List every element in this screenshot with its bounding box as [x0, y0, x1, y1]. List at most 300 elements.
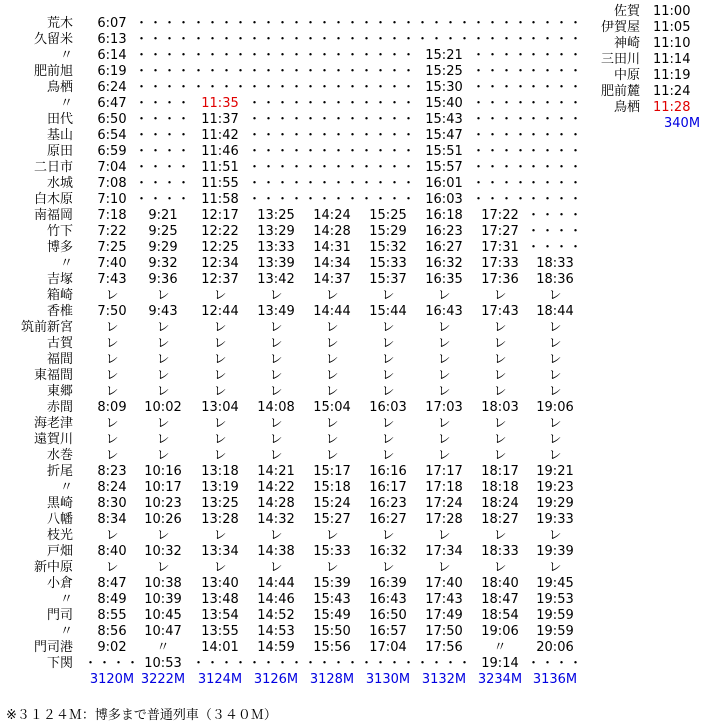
time-cell: 10:16: [144, 464, 182, 479]
time-cell: 10:53: [144, 656, 182, 671]
time-cell: 18:24: [481, 496, 519, 511]
time-cell: ・・・・: [472, 128, 529, 143]
time-cell: ・・・・: [472, 64, 529, 79]
time-cell: レ: [269, 288, 283, 303]
time-cell: 15:25: [369, 208, 407, 223]
time-cell: レ: [493, 352, 507, 367]
station-cell: [0, 640, 73, 656]
time-cell: 6:13: [97, 32, 127, 47]
time-cell: レ: [105, 368, 119, 383]
time-cell: ・・・・: [472, 96, 529, 111]
station-cell: [580, 100, 640, 116]
station-cell: [0, 320, 73, 336]
time-cell: 7:10: [97, 192, 127, 207]
time-cell: 14:52: [257, 608, 295, 623]
time-cell: 16:50: [369, 608, 407, 623]
time-cell: 19:06: [481, 624, 519, 639]
time-cell: 15:40: [425, 96, 463, 111]
time-cell: 15:18: [313, 480, 351, 495]
time-cell: 14:21: [257, 464, 295, 479]
time-cell: 13:54: [201, 608, 239, 623]
time-cell: 18:54: [481, 608, 519, 623]
time-cell: レ: [213, 352, 227, 367]
station-name: 肥前麓: [600, 84, 640, 99]
time-cell: レ: [493, 336, 507, 351]
time-cell: 13:40: [201, 576, 239, 591]
time-cell: 18:33: [536, 256, 574, 271]
station-name: 小倉: [46, 576, 73, 591]
time-cell: レ: [381, 448, 395, 463]
departure-time: 11:19: [653, 68, 691, 83]
time-cell: 15:29: [369, 224, 407, 239]
station-name: 博多: [46, 240, 73, 255]
time-cell: レ: [437, 448, 451, 463]
time-cell: ・・・・: [135, 128, 192, 143]
time-cell: 16:03: [369, 400, 407, 415]
time-cell: レ: [325, 384, 339, 399]
time-cell: レ: [381, 560, 395, 575]
time-cell: ・・・・: [416, 32, 473, 47]
station-name: 下関: [46, 656, 73, 671]
station-cell: [0, 224, 73, 240]
time-cell: ・・・・: [304, 48, 361, 63]
time-cell: レ: [548, 384, 562, 399]
time-cell: レ: [437, 368, 451, 383]
time-cell: レ: [156, 368, 170, 383]
time-cell: レ: [548, 416, 562, 431]
time-cell: 6:59: [97, 144, 127, 159]
time-cell: 14:28: [313, 224, 351, 239]
time-cell: 19:59: [536, 608, 574, 623]
time-cell: レ: [437, 416, 451, 431]
time-cell: 10:26: [144, 512, 182, 527]
station-cell: [580, 4, 640, 20]
time-cell: 11:42: [201, 128, 239, 143]
time-cell: レ: [493, 528, 507, 543]
time-cell: 15:25: [425, 64, 463, 79]
time-cell: ・・・・: [360, 192, 417, 207]
time-cell: レ: [325, 560, 339, 575]
station-cell: [0, 144, 73, 160]
station-name: 門司: [46, 608, 73, 623]
time-cell: ・・・・: [527, 80, 584, 95]
time-cell: レ: [493, 448, 507, 463]
time-cell: 13:39: [257, 256, 295, 271]
time-cell: 12:17: [201, 208, 239, 223]
train-number: 3128M: [309, 672, 355, 687]
station-name: 南福岡: [33, 208, 73, 223]
time-cell: 16:23: [425, 224, 463, 239]
time-cell: 8:09: [97, 400, 127, 415]
time-cell: 17:24: [425, 496, 463, 511]
time-cell: 19:59: [536, 624, 574, 639]
train-number: 3234M: [477, 672, 523, 687]
station-cell: [0, 80, 73, 96]
time-cell: 16:43: [369, 592, 407, 607]
departure-time: 11:10: [653, 36, 691, 51]
time-cell: 〃: [156, 640, 170, 655]
time-cell: 12:34: [201, 256, 239, 271]
time-cell: 15:32: [369, 240, 407, 255]
time-cell: 18:44: [536, 304, 574, 319]
station-cell: [0, 592, 73, 608]
time-cell: ・・・・: [304, 96, 361, 111]
time-cell: 13:29: [257, 224, 295, 239]
time-cell: ・・・・: [360, 96, 417, 111]
time-cell: 6:54: [97, 128, 127, 143]
time-cell: 13:34: [201, 544, 239, 559]
time-cell: レ: [325, 320, 339, 335]
time-cell: レ: [156, 560, 170, 575]
station-name: 東福間: [33, 368, 73, 383]
time-cell: 17:50: [425, 624, 463, 639]
time-cell: 18:47: [481, 592, 519, 607]
station-cell: [0, 288, 73, 304]
time-cell: 18:17: [481, 464, 519, 479]
time-cell: ・・・・: [472, 176, 529, 191]
time-cell: 17:27: [481, 224, 519, 239]
time-cell: ・・・・: [527, 144, 584, 159]
time-cell: 17:49: [425, 608, 463, 623]
time-cell: 13:18: [201, 464, 239, 479]
time-cell: レ: [213, 288, 227, 303]
time-cell: レ: [325, 288, 339, 303]
time-cell: 14:38: [257, 544, 295, 559]
time-cell: レ: [381, 368, 395, 383]
station-cell: [0, 64, 73, 80]
time-cell: 14:53: [257, 624, 295, 639]
station-name: 枝光: [46, 528, 73, 543]
time-cell: 19:33: [536, 512, 574, 527]
station-cell: [580, 36, 640, 52]
time-cell: ・・・・: [360, 16, 417, 31]
time-cell: レ: [548, 560, 562, 575]
time-cell: レ: [213, 448, 227, 463]
station-cell: [0, 240, 73, 256]
time-cell: 10:39: [144, 592, 182, 607]
time-cell: レ: [325, 448, 339, 463]
time-cell: 12:37: [201, 272, 239, 287]
time-cell: ・・・・: [135, 144, 192, 159]
time-cell: ・・・・: [135, 160, 192, 175]
station-cell: [0, 192, 73, 208]
departure-time: 11:14: [653, 52, 691, 67]
time-cell: ・・・・: [248, 192, 305, 207]
time-cell: 15:04: [313, 400, 351, 415]
time-cell: レ: [493, 288, 507, 303]
time-cell: ・・・・: [527, 224, 584, 239]
time-cell: 17:43: [481, 304, 519, 319]
station-cell: [0, 496, 73, 512]
time-cell: ・・・・: [472, 16, 529, 31]
station-name: 折尾: [46, 464, 73, 479]
station-cell: [0, 96, 73, 112]
station-name: 鳥栖: [46, 80, 73, 95]
time-cell: 15:47: [425, 128, 463, 143]
station-name: 遠賀川: [33, 432, 73, 447]
time-cell: ・・・・: [84, 656, 141, 671]
time-cell: レ: [156, 416, 170, 431]
time-cell: 9:32: [148, 256, 178, 271]
time-cell: ・・・・: [304, 80, 361, 95]
time-cell: レ: [269, 448, 283, 463]
time-cell: 19:21: [536, 464, 574, 479]
time-cell: レ: [156, 320, 170, 335]
time-cell: レ: [325, 336, 339, 351]
time-cell: レ: [105, 352, 119, 367]
time-cell: 13:04: [201, 400, 239, 415]
station-name: 門司港: [33, 640, 73, 655]
time-cell: レ: [269, 560, 283, 575]
time-cell: 18:27: [481, 512, 519, 527]
time-cell: ・・・・: [135, 96, 192, 111]
time-cell: レ: [156, 448, 170, 463]
time-cell: 17:22: [481, 208, 519, 223]
time-cell: ・・・・: [304, 144, 361, 159]
station-name: 佐賀: [613, 4, 640, 19]
time-cell: 17:31: [481, 240, 519, 255]
departure-time: 11:00: [653, 4, 691, 19]
time-cell: ・・・・: [527, 96, 584, 111]
time-cell: ・・・・: [527, 208, 584, 223]
time-cell: レ: [325, 528, 339, 543]
station-cell: [0, 368, 73, 384]
time-cell: 15:44: [369, 304, 407, 319]
time-cell: 10:02: [144, 400, 182, 415]
station-name: 竹下: [46, 224, 73, 239]
time-cell: レ: [493, 320, 507, 335]
time-cell: ・・・・: [527, 64, 584, 79]
time-cell: レ: [105, 384, 119, 399]
time-cell: 19:06: [536, 400, 574, 415]
time-cell: 13:55: [201, 624, 239, 639]
train-number: 3136M: [532, 672, 578, 687]
train-number: 3124M: [197, 672, 243, 687]
time-cell: ・・・・: [304, 32, 361, 47]
time-cell: レ: [548, 432, 562, 447]
time-cell: 15:33: [313, 544, 351, 559]
time-cell: 6:47: [97, 96, 127, 111]
time-cell: 17:36: [481, 272, 519, 287]
time-cell: 17:17: [425, 464, 463, 479]
time-cell: 10:17: [144, 480, 182, 495]
station-cell: [0, 32, 73, 48]
time-cell: ・・・・: [527, 176, 584, 191]
time-cell: 13:42: [257, 272, 295, 287]
time-cell: 8:30: [97, 496, 127, 511]
time-cell: レ: [269, 432, 283, 447]
time-cell: ・・・・: [472, 112, 529, 127]
station-cell: [0, 352, 73, 368]
time-cell: 11:58: [201, 192, 239, 207]
time-cell: レ: [105, 288, 119, 303]
time-cell: レ: [105, 528, 119, 543]
time-cell: ・・・・: [248, 96, 305, 111]
time-cell: 14:22: [257, 480, 295, 495]
time-cell: レ: [493, 416, 507, 431]
train-number: 3126M: [253, 672, 299, 687]
time-cell: 17:34: [425, 544, 463, 559]
time-cell: 15:39: [313, 576, 351, 591]
time-cell: 19:45: [536, 576, 574, 591]
time-cell: ・・・・: [304, 656, 361, 671]
time-cell: 9:36: [148, 272, 178, 287]
time-cell: ・・・・: [135, 48, 192, 63]
time-cell: ・・・・: [248, 144, 305, 159]
time-cell: 7:40: [97, 256, 127, 271]
station-cell: [0, 432, 73, 448]
time-cell: ・・・・: [304, 160, 361, 175]
time-cell: 18:40: [481, 576, 519, 591]
station-name: 〃: [59, 256, 73, 271]
station-name: 水城: [46, 176, 73, 191]
time-cell: 15:33: [369, 256, 407, 271]
time-cell: ・・・・: [360, 112, 417, 127]
time-cell: 7:50: [97, 304, 127, 319]
time-cell: ・・・・: [416, 16, 473, 31]
time-cell: レ: [548, 288, 562, 303]
time-cell: 11:37: [201, 112, 239, 127]
time-cell: 8:23: [97, 464, 127, 479]
time-cell: 7:08: [97, 176, 127, 191]
station-name: 黒崎: [46, 496, 73, 511]
station-cell: [0, 608, 73, 624]
station-cell: [0, 656, 73, 672]
time-cell: 16:32: [369, 544, 407, 559]
station-name: 東郷: [46, 384, 73, 399]
time-cell: ・・・・: [360, 656, 417, 671]
time-cell: 14:44: [257, 576, 295, 591]
time-cell: 17:33: [481, 256, 519, 271]
station-cell: [0, 560, 73, 576]
time-cell: 16:17: [369, 480, 407, 495]
time-cell: 6:19: [97, 64, 127, 79]
time-cell: 13:49: [257, 304, 295, 319]
station-cell: [0, 576, 73, 592]
station-name: 中原: [613, 68, 640, 83]
time-cell: 12:44: [201, 304, 239, 319]
station-cell: [0, 464, 73, 480]
time-cell: レ: [493, 432, 507, 447]
time-cell: ・・・・: [135, 32, 192, 47]
station-cell: [0, 384, 73, 400]
time-cell: ・・・・: [360, 176, 417, 191]
time-cell: ・・・・: [527, 48, 584, 63]
time-cell: 11:35: [201, 96, 239, 111]
time-cell: レ: [269, 368, 283, 383]
time-cell: 10:32: [144, 544, 182, 559]
time-cell: レ: [437, 352, 451, 367]
station-cell: [0, 128, 73, 144]
time-cell: 15:56: [313, 640, 351, 655]
time-cell: 14:34: [313, 256, 351, 271]
station-name: 箱崎: [46, 288, 73, 303]
time-cell: レ: [437, 560, 451, 575]
time-cell: 15:24: [313, 496, 351, 511]
time-cell: 17:04: [369, 640, 407, 655]
time-cell: レ: [269, 384, 283, 399]
departure-time: 11:05: [653, 20, 691, 35]
time-cell: 13:48: [201, 592, 239, 607]
time-cell: ・・・・: [135, 112, 192, 127]
time-cell: レ: [381, 528, 395, 543]
station-cell: [0, 48, 73, 64]
time-cell: 7:25: [97, 240, 127, 255]
time-cell: レ: [213, 336, 227, 351]
train-number: 3222M: [140, 672, 186, 687]
time-cell: ・・・・: [360, 64, 417, 79]
time-cell: レ: [437, 336, 451, 351]
station-cell: [0, 400, 73, 416]
time-cell: 20:06: [536, 640, 574, 655]
time-cell: ・・・・: [248, 16, 305, 31]
station-name: 〃: [59, 480, 73, 495]
time-cell: 14:44: [313, 304, 351, 319]
time-cell: 15:57: [425, 160, 463, 175]
station-name: 〃: [59, 624, 73, 639]
time-cell: ・・・・: [248, 112, 305, 127]
time-cell: ・・・・: [360, 144, 417, 159]
station-cell: [0, 448, 73, 464]
time-cell: 14:59: [257, 640, 295, 655]
time-cell: 17:56: [425, 640, 463, 655]
time-cell: ・・・・: [360, 128, 417, 143]
station-name: 原田: [46, 144, 73, 159]
time-cell: 9:29: [148, 240, 178, 255]
station-cell: [0, 304, 73, 320]
station-name: 吉塚: [46, 272, 73, 287]
time-cell: 10:38: [144, 576, 182, 591]
time-cell: 17:03: [425, 400, 463, 415]
time-cell: 9:02: [97, 640, 127, 655]
time-cell: 12:22: [201, 224, 239, 239]
time-cell: レ: [381, 416, 395, 431]
time-cell: 7:18: [97, 208, 127, 223]
time-cell: 8:47: [97, 576, 127, 591]
time-cell: 17:18: [425, 480, 463, 495]
time-cell: ・・・・: [304, 192, 361, 207]
time-cell: レ: [381, 288, 395, 303]
time-cell: ・・・・: [192, 48, 249, 63]
time-cell: ・・・・: [135, 192, 192, 207]
time-cell: レ: [105, 560, 119, 575]
time-cell: レ: [548, 448, 562, 463]
time-cell: ・・・・: [360, 32, 417, 47]
time-cell: 15:21: [425, 48, 463, 63]
time-cell: 9:43: [148, 304, 178, 319]
time-cell: 9:21: [148, 208, 178, 223]
time-cell: レ: [213, 432, 227, 447]
time-cell: 6:50: [97, 112, 127, 127]
time-cell: レ: [437, 384, 451, 399]
time-cell: ・・・・: [472, 32, 529, 47]
station-cell: [0, 112, 73, 128]
time-cell: ・・・・: [304, 64, 361, 79]
time-cell: 16:32: [425, 256, 463, 271]
station-name: 鳥栖: [613, 100, 640, 115]
time-cell: ・・・・: [472, 144, 529, 159]
time-cell: レ: [156, 288, 170, 303]
time-cell: 16:57: [369, 624, 407, 639]
station-name: 肥前旭: [33, 64, 73, 79]
time-cell: 16:27: [425, 240, 463, 255]
time-cell: 14:37: [313, 272, 351, 287]
time-cell: 13:25: [201, 496, 239, 511]
time-cell: ・・・・: [304, 16, 361, 31]
time-cell: 17:40: [425, 576, 463, 591]
station-name: 田代: [46, 112, 73, 127]
time-cell: レ: [156, 352, 170, 367]
